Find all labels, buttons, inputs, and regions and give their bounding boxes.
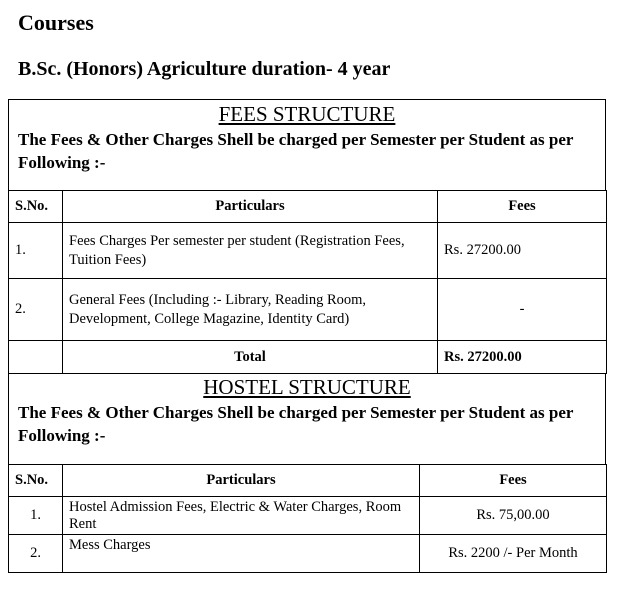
hostel-col-sno: S.No.: [9, 465, 63, 497]
total-value: Rs. 27200.00: [438, 341, 607, 374]
total-sno-empty: [9, 341, 63, 374]
row-fee: Rs. 27200.00: [438, 223, 607, 279]
row-particulars: Mess Charges: [63, 535, 420, 573]
row-sno: 2.: [9, 535, 63, 573]
row-sno: 1.: [9, 497, 63, 535]
fees-col-sno: S.No.: [9, 191, 63, 223]
table-row: [9, 535, 607, 573]
hostel-structure-header: [8, 373, 606, 465]
total-label: Total: [63, 341, 438, 374]
course-title: B.Sc. (Honors) Agriculture duration- 4 year: [18, 58, 391, 80]
hostel-col-particulars: Particulars: [63, 465, 420, 497]
fees-header-row: [9, 191, 607, 223]
row-sno: 2.: [9, 279, 63, 341]
row-particulars: Fees Charges Per semester per student (Registration Fees, Tuition Fees): [63, 223, 438, 279]
table-row: [9, 279, 607, 341]
hostel-col-fees: Fees: [420, 465, 607, 497]
table-row: [9, 497, 607, 535]
row-fee: -: [438, 279, 607, 341]
table-row: [9, 223, 607, 279]
fees-structure-title: FEES STRUCTURE: [218, 102, 396, 126]
fees-structure-note: The Fees & Other Charges Shell be charged per Semester per Student as per Following :-: [18, 130, 574, 172]
total-row: [9, 341, 607, 374]
fees-structure-header: [8, 99, 606, 191]
hostel-structure-title: HOSTEL STRUCTURE: [203, 375, 411, 399]
fees-col-fees: Fees: [438, 191, 607, 223]
hostel-header-row: [9, 465, 607, 497]
row-particulars: General Fees (Including :- Library, Reading Room, Development, College Magazine, Identity Card): [63, 279, 438, 341]
hostel-structure-note: The Fees & Other Charges Shell be charged per Semester per Student as per Following :-: [18, 403, 574, 445]
fees-col-particulars: Particulars: [63, 191, 438, 223]
page-heading: Courses: [18, 10, 94, 35]
row-sno: 1.: [9, 223, 63, 279]
row-particulars: Hostel Admission Fees, Electric & Water Charges, Room Rent: [63, 497, 420, 535]
fees-table: [8, 190, 607, 374]
row-fee: Rs. 75,00.00: [420, 497, 607, 535]
hostel-table: [8, 464, 607, 573]
row-fee: Rs. 2200 /- Per Month: [420, 535, 607, 573]
